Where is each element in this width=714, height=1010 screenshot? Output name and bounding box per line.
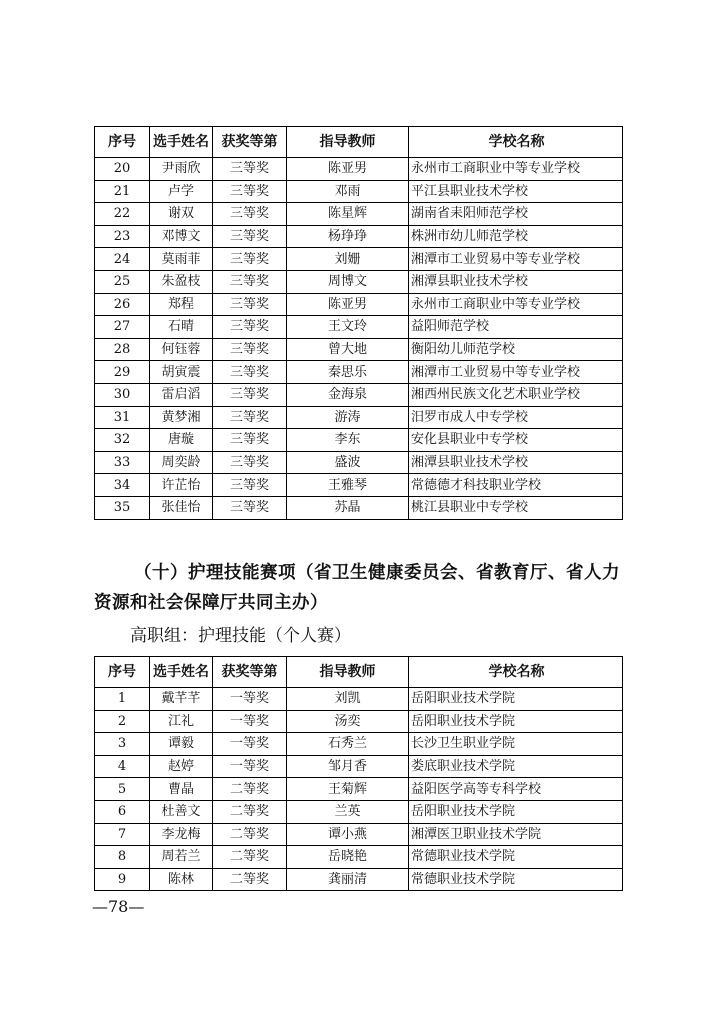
cell-award-level: 二等奖: [213, 823, 287, 846]
cell-school-name: 永州市工商职业中等专业学校: [409, 158, 623, 181]
cell-award-level: 三等奖: [213, 383, 287, 406]
header-school-name: 学校名称: [409, 127, 623, 158]
cell-number: 35: [95, 496, 150, 519]
cell-contestant-name: 曹晶: [150, 778, 213, 801]
cell-instructor: 曾大地: [287, 338, 409, 361]
table-row: [95, 293, 623, 316]
cell-contestant-name: 周若兰: [150, 846, 213, 869]
cell-contestant-name: 唐璇: [150, 429, 213, 452]
cell-number: 27: [95, 316, 150, 339]
cell-award-level: 三等奖: [213, 496, 287, 519]
cell-award-level: 三等奖: [213, 429, 287, 452]
cell-number: 34: [95, 474, 150, 497]
cell-school-name: 汨罗市成人中专学校: [409, 406, 623, 429]
cell-number: 28: [95, 338, 150, 361]
cell-school-name: 湘潭医卫职业技术学院: [409, 823, 623, 846]
header-number: 序号: [95, 657, 150, 688]
award-table-continued: [94, 126, 623, 520]
cell-school-name: 湘潭县职业技术学校: [409, 451, 623, 474]
cell-number: 29: [95, 361, 150, 384]
cell-award-level: 三等奖: [213, 158, 287, 181]
table-row: [95, 383, 623, 406]
cell-instructor: 盛波: [287, 451, 409, 474]
cell-award-level: 三等奖: [213, 270, 287, 293]
cell-number: 2: [95, 710, 150, 733]
cell-award-level: 三等奖: [213, 406, 287, 429]
cell-contestant-name: 黄梦湘: [150, 406, 213, 429]
cell-award-level: 三等奖: [213, 293, 287, 316]
cell-number: 9: [95, 868, 150, 891]
cell-number: 8: [95, 846, 150, 869]
cell-contestant-name: 江礼: [150, 710, 213, 733]
header-award-level: 获奖等第: [213, 127, 287, 158]
cell-award-level: 三等奖: [213, 316, 287, 339]
cell-school-name: 岳阳职业技术学院: [409, 710, 623, 733]
group-subheading: 高职组：护理技能（个人赛）: [130, 626, 351, 646]
cell-contestant-name: 莫雨菲: [150, 248, 213, 271]
cell-number: 24: [95, 248, 150, 271]
cell-school-name: 湘潭市工业贸易中等专业学校: [409, 361, 623, 384]
cell-contestant-name: 尹雨欣: [150, 158, 213, 181]
cell-school-name: 湖南省耒阳师范学校: [409, 203, 623, 226]
cell-number: 5: [95, 778, 150, 801]
table-row: [95, 496, 623, 519]
header-contestant-name: 选手姓名: [150, 657, 213, 688]
cell-award-level: 三等奖: [213, 451, 287, 474]
cell-award-level: 二等奖: [213, 800, 287, 823]
cell-number: 22: [95, 203, 150, 226]
cell-contestant-name: 赵婷: [150, 755, 213, 778]
cell-school-name: 益阳医学高等专科学校: [409, 778, 623, 801]
cell-award-level: 一等奖: [213, 688, 287, 711]
award-table-nursing: [94, 656, 623, 891]
cell-instructor: 周博文: [287, 270, 409, 293]
table-row: [95, 316, 623, 339]
cell-contestant-name: 雷启滔: [150, 383, 213, 406]
cell-award-level: 三等奖: [213, 203, 287, 226]
cell-contestant-name: 谢双: [150, 203, 213, 226]
table-row: [95, 338, 623, 361]
cell-award-level: 三等奖: [213, 225, 287, 248]
table-body: [95, 688, 623, 891]
cell-number: 32: [95, 429, 150, 452]
cell-contestant-name: 石晴: [150, 316, 213, 339]
table-row: [95, 474, 623, 497]
cell-award-level: 二等奖: [213, 868, 287, 891]
cell-number: 31: [95, 406, 150, 429]
cell-number: 20: [95, 158, 150, 181]
header-school-name: 学校名称: [409, 657, 623, 688]
cell-award-level: 二等奖: [213, 778, 287, 801]
cell-instructor: 兰英: [287, 800, 409, 823]
cell-award-level: 三等奖: [213, 180, 287, 203]
cell-award-level: 一等奖: [213, 710, 287, 733]
cell-school-name: 常德职业技术学院: [409, 868, 623, 891]
cell-instructor: 王菊辉: [287, 778, 409, 801]
cell-instructor: 王文玲: [287, 316, 409, 339]
cell-instructor: 秦思乐: [287, 361, 409, 384]
cell-award-level: 一等奖: [213, 755, 287, 778]
table-header-row: [95, 127, 623, 158]
cell-contestant-name: 戴芊芊: [150, 688, 213, 711]
table-row: [95, 270, 623, 293]
cell-contestant-name: 郑程: [150, 293, 213, 316]
cell-number: 26: [95, 293, 150, 316]
cell-school-name: 湘西州民族文化艺术职业学校: [409, 383, 623, 406]
cell-contestant-name: 李龙梅: [150, 823, 213, 846]
cell-instructor: 陈亚男: [287, 158, 409, 181]
cell-number: 25: [95, 270, 150, 293]
table-row: [95, 868, 623, 891]
table-row: [95, 203, 623, 226]
cell-number: 6: [95, 800, 150, 823]
cell-school-name: 岳阳职业技术学院: [409, 800, 623, 823]
table-row: [95, 846, 623, 869]
header-award-level: 获奖等第: [213, 657, 287, 688]
table-body: [95, 158, 623, 520]
cell-contestant-name: 许芷怡: [150, 474, 213, 497]
table-row: [95, 733, 623, 756]
table-row: [95, 406, 623, 429]
header-instructor: 指导教师: [287, 657, 409, 688]
cell-instructor: 李东: [287, 429, 409, 452]
cell-school-name: 湘潭县职业技术学校: [409, 270, 623, 293]
cell-instructor: 邹月香: [287, 755, 409, 778]
cell-instructor: 龚丽清: [287, 868, 409, 891]
cell-number: 30: [95, 383, 150, 406]
cell-school-name: 安化县职业中专学校: [409, 429, 623, 452]
cell-contestant-name: 胡寅震: [150, 361, 213, 384]
cell-award-level: 三等奖: [213, 338, 287, 361]
header-number: 序号: [95, 127, 150, 158]
cell-award-level: 三等奖: [213, 361, 287, 384]
table-row: [95, 361, 623, 384]
cell-school-name: 娄底职业技术学院: [409, 755, 623, 778]
cell-number: 33: [95, 451, 150, 474]
cell-number: 3: [95, 733, 150, 756]
cell-school-name: 株洲市幼儿师范学校: [409, 225, 623, 248]
cell-instructor: 游涛: [287, 406, 409, 429]
cell-instructor: 金海泉: [287, 383, 409, 406]
table-row: [95, 158, 623, 181]
cell-instructor: 杨琤琤: [287, 225, 409, 248]
cell-school-name: 桃江县职业中专学校: [409, 496, 623, 519]
cell-instructor: 岳晓艳: [287, 846, 409, 869]
table-row: [95, 800, 623, 823]
cell-number: 1: [95, 688, 150, 711]
table-row: [95, 451, 623, 474]
table-row: [95, 823, 623, 846]
cell-instructor: 陈亚男: [287, 293, 409, 316]
cell-school-name: 常德德才科技职业学校: [409, 474, 623, 497]
cell-instructor: 邓雨: [287, 180, 409, 203]
cell-school-name: 衡阳幼儿师范学校: [409, 338, 623, 361]
cell-instructor: 刘凯: [287, 688, 409, 711]
cell-school-name: 益阳师范学校: [409, 316, 623, 339]
table-row: [95, 429, 623, 452]
section-title: （十）护理技能赛项（省卫生健康委员会、省教育厅、省人力资源和社会保障厅共同主办）: [94, 563, 620, 613]
cell-award-level: 二等奖: [213, 846, 287, 869]
cell-contestant-name: 谭毅: [150, 733, 213, 756]
table-row: [95, 778, 623, 801]
cell-instructor: 汤奕: [287, 710, 409, 733]
cell-number: 4: [95, 755, 150, 778]
cell-contestant-name: 朱盈枝: [150, 270, 213, 293]
header-instructor: 指导教师: [287, 127, 409, 158]
page-number: —78—: [92, 897, 145, 916]
table-header-row: [95, 657, 623, 688]
cell-contestant-name: 杜善文: [150, 800, 213, 823]
cell-school-name: 常德职业技术学院: [409, 846, 623, 869]
cell-number: 23: [95, 225, 150, 248]
cell-number: 21: [95, 180, 150, 203]
header-contestant-name: 选手姓名: [150, 127, 213, 158]
table-row: [95, 755, 623, 778]
cell-instructor: 刘姗: [287, 248, 409, 271]
cell-school-name: 平江县职业技术学校: [409, 180, 623, 203]
table-row: [95, 248, 623, 271]
cell-number: 7: [95, 823, 150, 846]
cell-contestant-name: 周奕龄: [150, 451, 213, 474]
cell-instructor: 王雅琴: [287, 474, 409, 497]
cell-school-name: 永州市工商职业中等专业学校: [409, 293, 623, 316]
cell-instructor: 谭小燕: [287, 823, 409, 846]
table-row: [95, 710, 623, 733]
table-row: [95, 688, 623, 711]
cell-school-name: 岳阳职业技术学院: [409, 688, 623, 711]
cell-award-level: 三等奖: [213, 248, 287, 271]
cell-school-name: 湘潭市工业贸易中等专业学校: [409, 248, 623, 271]
table-row: [95, 180, 623, 203]
table-row: [95, 225, 623, 248]
cell-instructor: 苏晶: [287, 496, 409, 519]
cell-award-level: 三等奖: [213, 474, 287, 497]
cell-contestant-name: 卢学: [150, 180, 213, 203]
cell-instructor: 陈星辉: [287, 203, 409, 226]
cell-award-level: 一等奖: [213, 733, 287, 756]
cell-school-name: 长沙卫生职业学院: [409, 733, 623, 756]
cell-contestant-name: 何钰蓉: [150, 338, 213, 361]
cell-instructor: 石秀兰: [287, 733, 409, 756]
cell-contestant-name: 陈林: [150, 868, 213, 891]
cell-contestant-name: 邓博文: [150, 225, 213, 248]
cell-contestant-name: 张佳怡: [150, 496, 213, 519]
